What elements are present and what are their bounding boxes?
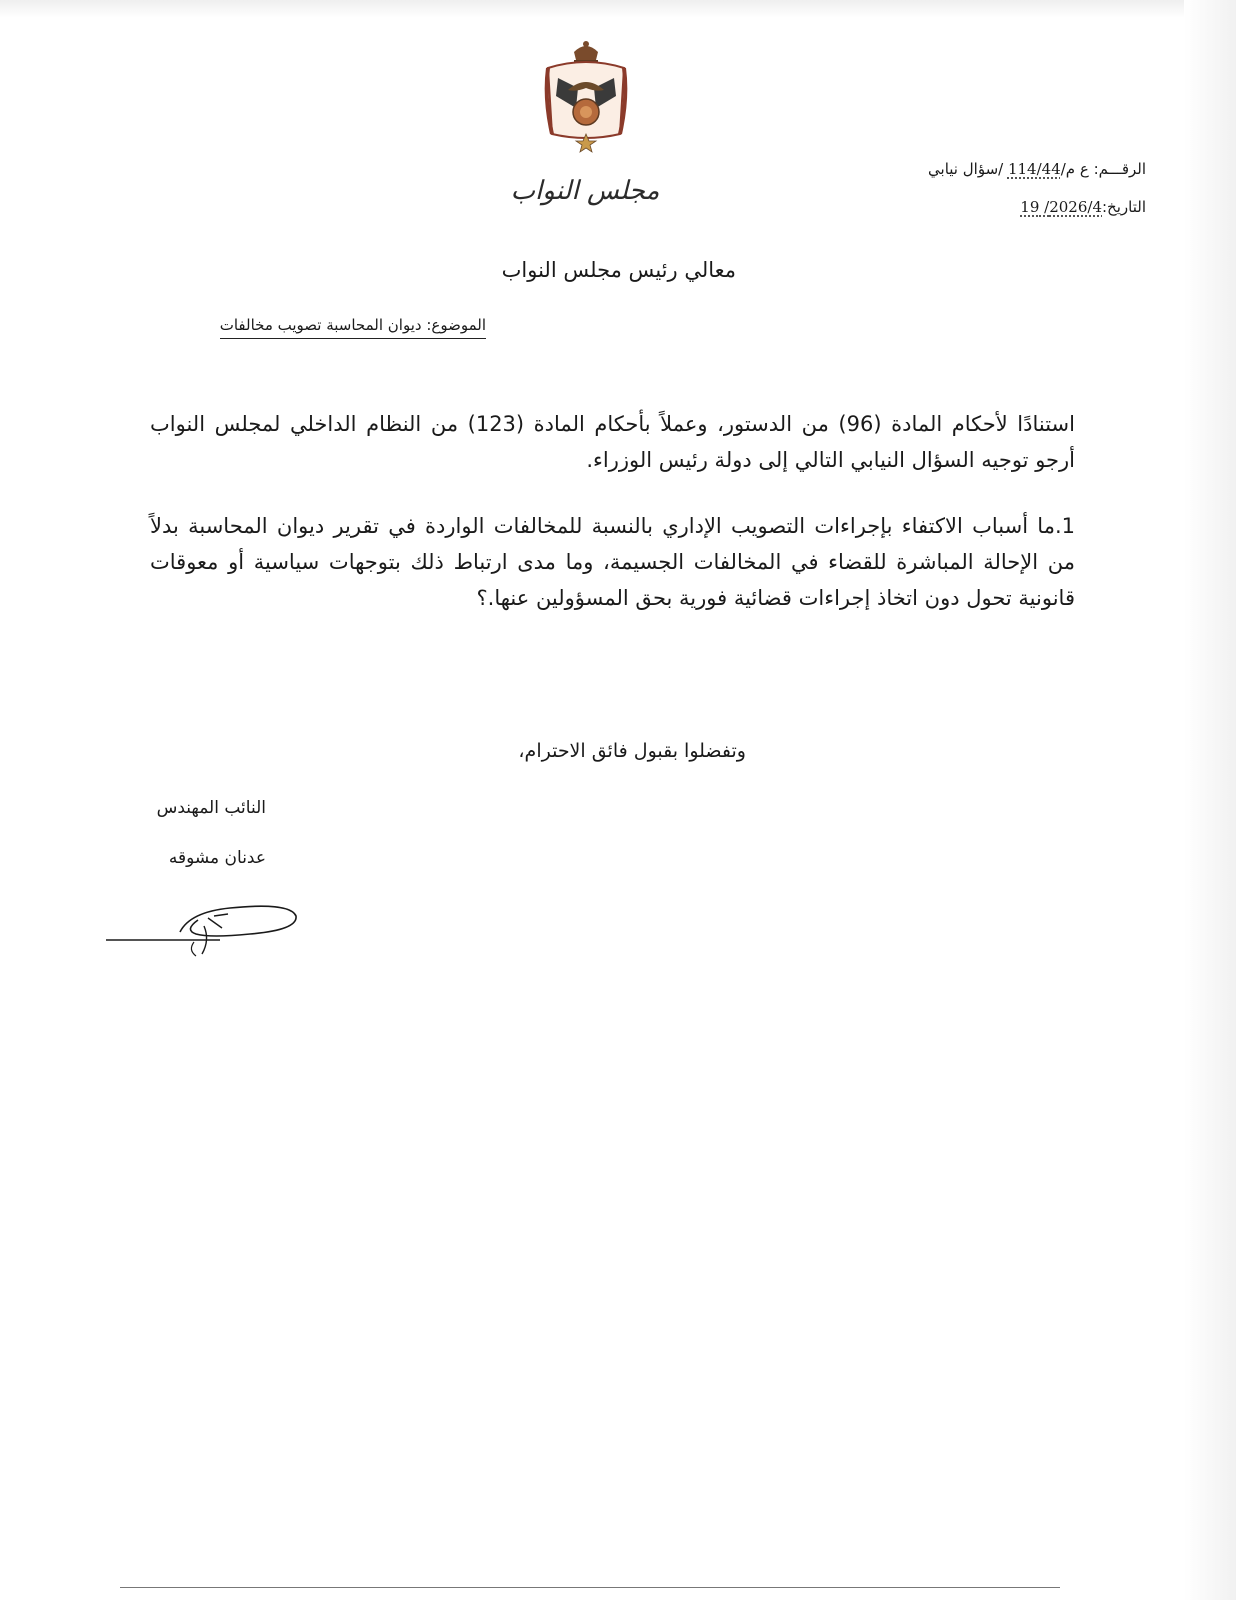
scan-edge-top bbox=[0, 0, 1236, 18]
subject-line: الموضوع: ديوان المحاسبة تصويب مخالفات bbox=[220, 316, 486, 339]
reference-block bbox=[928, 160, 1146, 236]
reference-date-label: التاريخ: bbox=[1102, 198, 1146, 216]
reference-date-line bbox=[928, 198, 1146, 216]
jordan-coat-of-arms-icon bbox=[538, 38, 634, 158]
handwritten-signature-icon bbox=[100, 890, 320, 960]
scan-edge-right bbox=[1184, 0, 1236, 1600]
council-name-logo-text: مجلس النواب bbox=[510, 176, 660, 206]
body-paragraph-1: استنادًا لأحكام المادة (96) من الدستور، وعملاً بأحكام المادة (123) من النظام الداخلي لمجلس النواب أرجو توجيه السؤال النيابي التالي إلى دولة رئيس الوزراء. bbox=[150, 412, 1075, 472]
reference-number-line bbox=[928, 160, 1146, 178]
addressee: معالي رئيس مجلس النواب bbox=[501, 258, 736, 282]
reference-number-suffix: /سؤال نيابي bbox=[928, 160, 1004, 178]
reference-date-value: 2026/4/ 19 bbox=[1020, 198, 1102, 216]
reference-number-label: الرقـــم: bbox=[1093, 160, 1146, 178]
signatory-name: عدنان مشوقه bbox=[168, 848, 266, 868]
body-paragraph-2: 1.ما أسباب الاكتفاء بإجراءات التصويب الإداري بالنسبة للمخالفات الواردة في تقرير ديوان المحاسبة بدلاً من الإحالة المباشرة للقضاء في المخالفات الجسيمة، وما مدى ارتباط ذلك بتوجهات سياسية أو معوقات قانونية تحول دون اتخاذ إجراءات قضائية فورية بحق المسؤولين عنها.؟ bbox=[150, 514, 1075, 610]
reference-number-prefix: ع م/ bbox=[1060, 160, 1089, 178]
closing-salutation: وتفضلوا بقبول فائق الاحترام، bbox=[518, 740, 746, 762]
footer-rule bbox=[120, 1587, 1060, 1588]
signatory-title: النائب المهندس bbox=[156, 798, 266, 818]
reference-number-value: 114/44 bbox=[1007, 160, 1061, 178]
